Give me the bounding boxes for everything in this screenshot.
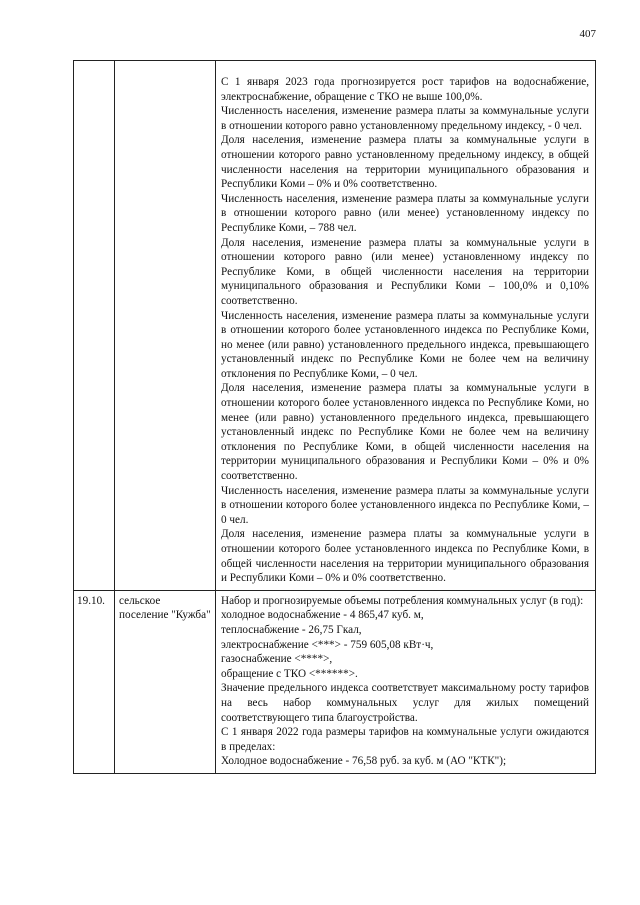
paragraph: Доля населения, изменение размера платы за коммунальные услуги в отношении которого более установленного индекса по Республике Коми, в общей численности населения на территории муниципального образования и Республики Коми – 0% и 0% соответственно. bbox=[221, 528, 589, 585]
paragraph: теплоснабжение - 26,75 Гкал, bbox=[221, 623, 362, 636]
paragraph: Доля населения, изменение размера платы за коммунальные услуги в отношении которого равно установленному предельному индексу, в общей численности населения на территории муниципального образования и Республики Коми – 0% и 0% соответственно. bbox=[221, 134, 589, 191]
row-number-cell: 19.10. bbox=[74, 590, 115, 773]
row-place-cell: сельское поселение "Кужба" bbox=[115, 590, 216, 773]
row-content-cell bbox=[216, 61, 596, 591]
row-place-cell bbox=[115, 61, 216, 591]
paragraph: электроснабжение <***> - 759 605,08 кВт·ч, bbox=[221, 638, 434, 651]
paragraph: Значение предельного индекса соответствует максимальному росту тарифов на весь набор коммунальных услуг для жилых помещений соответствующего типа благоустройства. bbox=[221, 682, 589, 724]
paragraph: Численность населения, изменение размера платы за коммунальные услуги в отношении которого равно установленному предельному индексу, - 0 чел. bbox=[221, 105, 589, 132]
page-number: 407 bbox=[579, 28, 596, 40]
paragraph: газоснабжение <****>, bbox=[221, 653, 333, 666]
paragraph: Численность населения, изменение размера платы за коммунальные услуги в отношении которого более установленного индекса по Республике Коми, – 0 чел. bbox=[221, 484, 589, 526]
paragraph: обращение с ТКО <******>. bbox=[221, 667, 358, 680]
table-row bbox=[74, 61, 596, 591]
table-row bbox=[74, 590, 596, 773]
paragraph: Доля населения, изменение размера платы за коммунальные услуги в отношении которого равно (или менее) установленному индексу по Республике Коми, в общей численности населения на территории муниципального образования и Республики Коми – 100,0% и 0,10% соответственно. bbox=[221, 236, 589, 307]
row-content-cell bbox=[216, 590, 596, 773]
document-table bbox=[73, 60, 596, 774]
paragraph: холодное водоснабжение - 4 865,47 куб. м, bbox=[221, 609, 424, 622]
paragraph: Численность населения, изменение размера платы за коммунальные услуги в отношении которого равно (или менее) установленному индексу по Республике Коми, – 788 чел. bbox=[221, 192, 589, 234]
row-number-cell bbox=[74, 61, 115, 591]
paragraph: Холодное водоснабжение - 76,58 руб. за куб. м (АО "КТК"); bbox=[221, 755, 507, 768]
paragraph: Доля населения, изменение размера платы за коммунальные услуги в отношении которого более установленного индекса по Республике Коми, но менее (или равно) установленного предельного индекса, превышающего установленный индекс по Республике Коми не более чем на величину отклонения по Республике Коми, в общей численности населения на территории муниципального образования и Республики Коми – 0% и 0% соответственно. bbox=[221, 382, 589, 483]
paragraph: Численность населения, изменение размера платы за коммунальные услуги в отношении которого более установленного индекса по Республике Коми, но менее (или равно) установленного предельного индекса, превышающего установленный индекс по Республике Коми не более чем на величину отклонения по Республике Коми, – 0 чел. bbox=[221, 309, 589, 380]
paragraph: Набор и прогнозируемые объемы потребления коммунальных услуг (в год): bbox=[221, 594, 584, 607]
paragraph: С 1 января 2023 года прогнозируется рост тарифов на водоснабжение, электроснабжение, обращение с ТКО не выше 100,0%. bbox=[221, 76, 589, 103]
paragraph: С 1 января 2022 года размеры тарифов на коммунальные услуги ожидаются в пределах: bbox=[221, 726, 589, 753]
